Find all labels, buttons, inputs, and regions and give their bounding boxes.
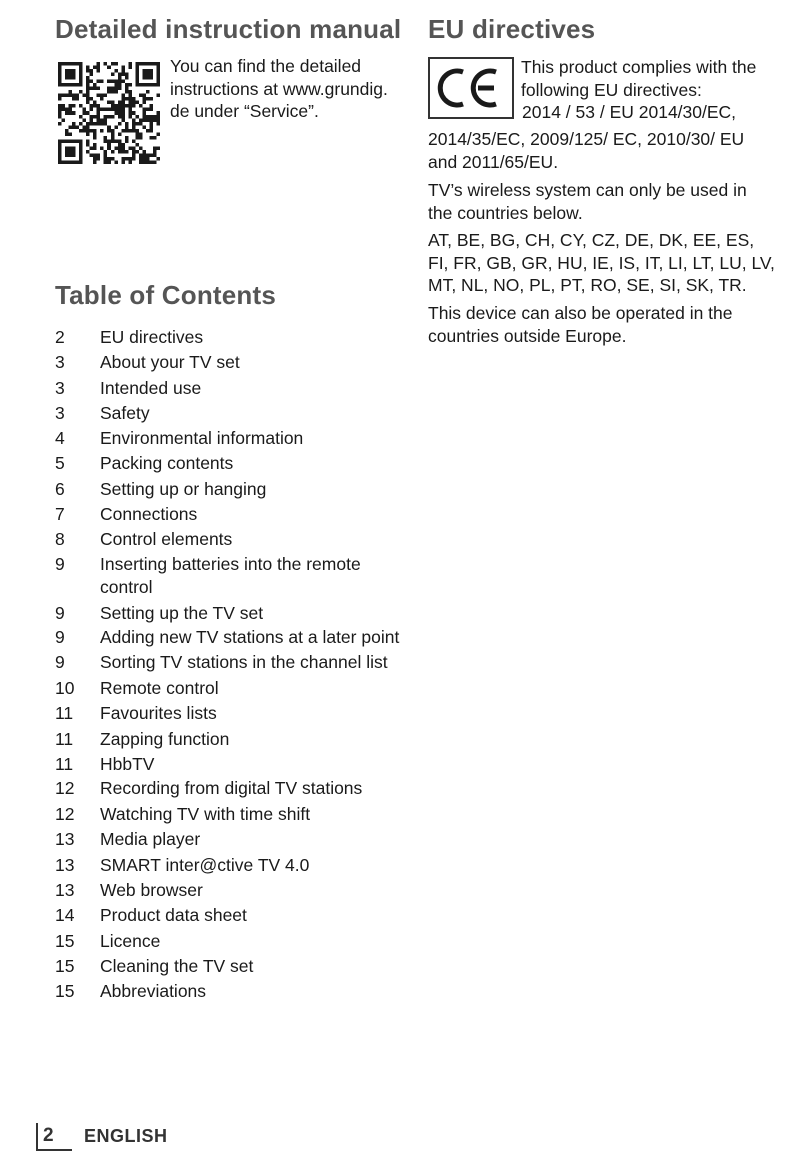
- qr-code-icon: [58, 62, 160, 164]
- toc-title: Remote control: [100, 677, 219, 698]
- toc-item: [55, 601, 405, 626]
- country-list: AT, BE, BG, CH, CY, CZ, DE, DK, EE, ES, FI, FR, GB, GR, HU, IE, IS, IT, LI, LT, LU, LV, MT, NL, NO, PL, PT, RO, SE, SI, SK, TR.: [428, 230, 775, 295]
- toc-item: [55, 853, 405, 878]
- manual-text: You can find the detailed instructions at www.grundig. de under “Service”.: [170, 56, 388, 121]
- toc-title: HbbTV: [100, 753, 155, 774]
- toc-item: [55, 426, 405, 451]
- toc-page-number: 4: [55, 428, 65, 449]
- toc-page-number: 8: [55, 529, 65, 550]
- toc-item: [55, 903, 405, 928]
- toc-page-number: 11: [55, 728, 74, 749]
- ce-mark-icon: [428, 57, 514, 119]
- toc-page-number: 12: [55, 804, 75, 825]
- toc-item: [55, 878, 405, 903]
- toc-page-number: 2: [55, 327, 65, 347]
- toc-page-number: 5: [55, 453, 65, 474]
- toc-page-number: 15: [55, 981, 75, 1002]
- eu-compliance-text-c: 2014/35/EC, 2009/125/ EC, 2010/30/ EU and 2011/65/EU.: [428, 129, 745, 172]
- toc-page-number: 11: [55, 703, 74, 724]
- toc-title: Web browser: [100, 880, 203, 901]
- toc-title: Setting up the TV set: [100, 602, 264, 623]
- toc-title: Environmental information: [100, 428, 304, 449]
- page-number: 2: [43, 1125, 54, 1146]
- toc-item: [55, 527, 405, 552]
- toc-page-number: 15: [55, 955, 75, 976]
- toc-page-number: 15: [55, 930, 75, 951]
- toc-page-number: 9: [55, 553, 65, 574]
- toc-page-number: 6: [55, 478, 65, 499]
- toc-heading: Table of Contents: [55, 280, 277, 310]
- toc-item: [55, 827, 405, 852]
- toc-item: [55, 752, 405, 777]
- toc-page-number: 13: [55, 854, 75, 875]
- wireless-text: TV’s wireless system can only be used in the countries below.: [428, 180, 747, 223]
- toc-page-number: 3: [55, 377, 65, 398]
- toc-title: Inserting batteries into the remote control: [100, 553, 361, 597]
- eu-compliance-text-b: 2014 / 53 / EU 2014/30/EC,: [522, 102, 737, 122]
- toc-item: [55, 979, 405, 1004]
- toc-title: Product data sheet: [100, 905, 247, 926]
- toc-item: [55, 954, 405, 979]
- outside-europe-text: This device can also be operated in the countries outside Europe.: [428, 303, 733, 346]
- toc-item: [55, 502, 405, 527]
- toc-item: [55, 350, 405, 375]
- footer-underline: [36, 1149, 72, 1151]
- toc-item: [55, 451, 405, 476]
- toc-title: Adding new TV stations at a later point: [100, 626, 400, 647]
- language-label: ENGLISH: [84, 1126, 168, 1146]
- toc-item: [55, 477, 405, 502]
- manual-heading: Detailed instruction manual: [55, 14, 402, 44]
- toc-item: [55, 676, 405, 701]
- toc-title: Sorting TV stations in the channel list: [100, 651, 388, 672]
- toc-title: Favourites lists: [100, 703, 217, 724]
- toc-title: Zapping function: [100, 728, 230, 749]
- toc-item: [55, 777, 405, 800]
- toc-title: Packing contents: [100, 453, 234, 474]
- toc-page-number: 7: [55, 504, 65, 525]
- toc-title: Setting up or hanging: [100, 478, 267, 499]
- toc-page-number: 9: [55, 651, 65, 672]
- toc-title: Connections: [100, 504, 198, 525]
- table-of-contents: [55, 325, 405, 1005]
- toc-page-number: 3: [55, 352, 65, 373]
- toc-title: Control elements: [100, 529, 233, 550]
- toc-item: [55, 929, 405, 954]
- toc-item: [55, 626, 405, 649]
- toc-title: About your TV set: [100, 352, 240, 373]
- toc-page-number: 11: [55, 753, 74, 774]
- toc-page-number: 3: [55, 402, 65, 423]
- toc-title: Watching TV with time shift: [100, 804, 311, 825]
- toc-page-number: 13: [55, 880, 75, 901]
- footer-divider: [36, 1123, 38, 1151]
- toc-item: [55, 553, 405, 599]
- toc-item: [55, 651, 405, 674]
- toc-title: Cleaning the TV set: [100, 955, 254, 976]
- toc-item: [55, 376, 405, 401]
- toc-page-number: 10: [55, 677, 75, 698]
- toc-title: EU directives: [100, 327, 204, 347]
- toc-item: [55, 727, 405, 752]
- toc-title: Licence: [100, 930, 161, 951]
- toc-page-number: 14: [55, 905, 75, 926]
- toc-item: [55, 325, 405, 350]
- toc-item: [55, 701, 405, 726]
- toc-page-number: 13: [55, 829, 75, 850]
- toc-title: Intended use: [100, 377, 202, 398]
- toc-title: SMART inter@ctive TV 4.0: [100, 854, 310, 875]
- toc-page-number: 12: [55, 778, 75, 799]
- eu-directives-heading: EU directives: [428, 14, 596, 44]
- toc-title: Recording from digital TV stations: [100, 778, 363, 799]
- toc-page-number: 9: [55, 602, 65, 623]
- toc-item: [55, 802, 405, 827]
- toc-page-number: 9: [55, 626, 65, 647]
- toc-title: Safety: [100, 402, 150, 423]
- toc-title: Media player: [100, 829, 201, 850]
- eu-compliance-text-a: This product complies with the following EU directives:: [521, 57, 757, 100]
- toc-title: Abbreviations: [100, 981, 207, 1002]
- toc-item: [55, 401, 405, 426]
